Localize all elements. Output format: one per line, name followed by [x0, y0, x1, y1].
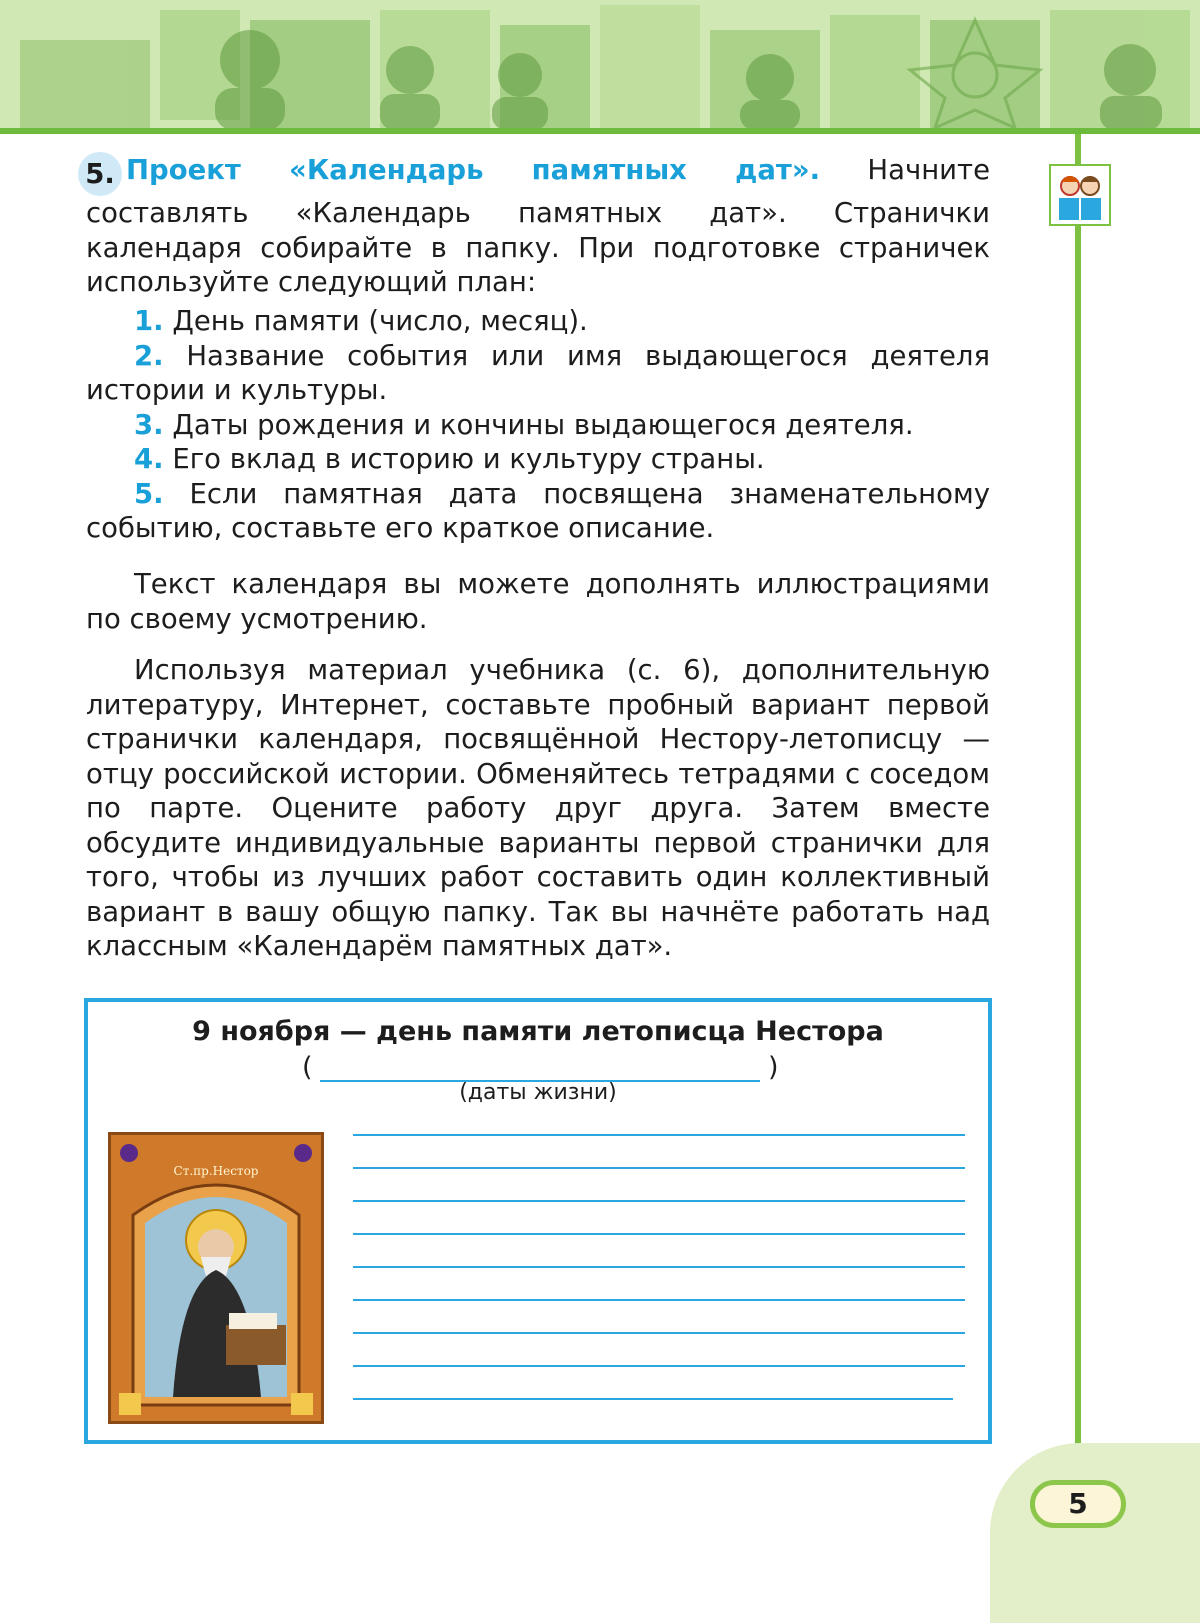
- page-number: 5: [1030, 1480, 1126, 1528]
- writing-line[interactable]: [353, 1299, 965, 1301]
- writing-line[interactable]: [353, 1332, 965, 1334]
- banner-photos-illustration: [0, 0, 1200, 130]
- paragraph-assignment: Используя материал учебника (с. 6), дополнительную литературу, Интернет, составьте пробный вариант первой странички календаря, посвящённой Нестору-летописцу — отцу российской истории. Обменяйтесь тетрадями с соседом по парте. Оцените работу друг друга. Затем вместе обсудите индивидуальные варианты первой странички для того, чтобы из лучших работ составить один коллективный вариант в вашу общую папку. Так вы начнёте работать над классным «Календарём памятных дат».: [86, 654, 990, 962]
- plan-item: 1. День памяти (число, месяц).: [134, 305, 588, 337]
- writing-line[interactable]: [353, 1266, 965, 1268]
- writing-line[interactable]: [353, 1200, 965, 1202]
- plan-list: [86, 304, 990, 546]
- open-paren: (: [302, 1052, 313, 1083]
- plan-item: 4. Его вклад в историю и культуру страны.: [134, 443, 765, 475]
- dates-label: (даты жизни): [459, 1080, 617, 1105]
- task-title: Проект «Календарь памятных дат».: [126, 154, 821, 186]
- writing-line[interactable]: [353, 1233, 965, 1235]
- calendar-page-title: 9 ноября — день памяти летописца Нестора: [192, 1016, 884, 1047]
- margin-line: [1075, 134, 1081, 1494]
- task-intro: [86, 152, 990, 300]
- icon-caption: Ст.пр.Нестор: [173, 1164, 259, 1178]
- plan-item: 3. Даты рождения и кончины выдающегося деятеля.: [134, 408, 914, 441]
- writing-line[interactable]: [353, 1365, 965, 1367]
- pair-work-icon: [1049, 164, 1111, 226]
- page-corner: [990, 1443, 1200, 1623]
- nestor-icon-image: [108, 1132, 324, 1424]
- calendar-page-box: [84, 998, 992, 1444]
- paragraph-illustrations: Текст календаря вы можете дополнять иллюстрациями по своему усмотрению.: [86, 568, 990, 635]
- writing-line[interactable]: [353, 1398, 953, 1400]
- task-number-badge: 5.: [78, 152, 122, 196]
- task-intro-text: Начните составлять «Календарь памятных дат». Странички календаря собирайте в папку. При подготовке страничек используйте следующий план:: [86, 154, 990, 298]
- plan-item: 5. Если памятная дата посвящена знаменательному событию, составьте его краткое описание.: [86, 477, 990, 544]
- banner-divider: [0, 128, 1200, 134]
- writing-line[interactable]: [353, 1134, 965, 1136]
- writing-line[interactable]: [353, 1167, 965, 1169]
- header-banner: [0, 0, 1200, 130]
- close-paren: ): [768, 1052, 779, 1083]
- plan-item: 2. Название события или имя выдающегося деятеля истории и культуры.: [86, 339, 990, 406]
